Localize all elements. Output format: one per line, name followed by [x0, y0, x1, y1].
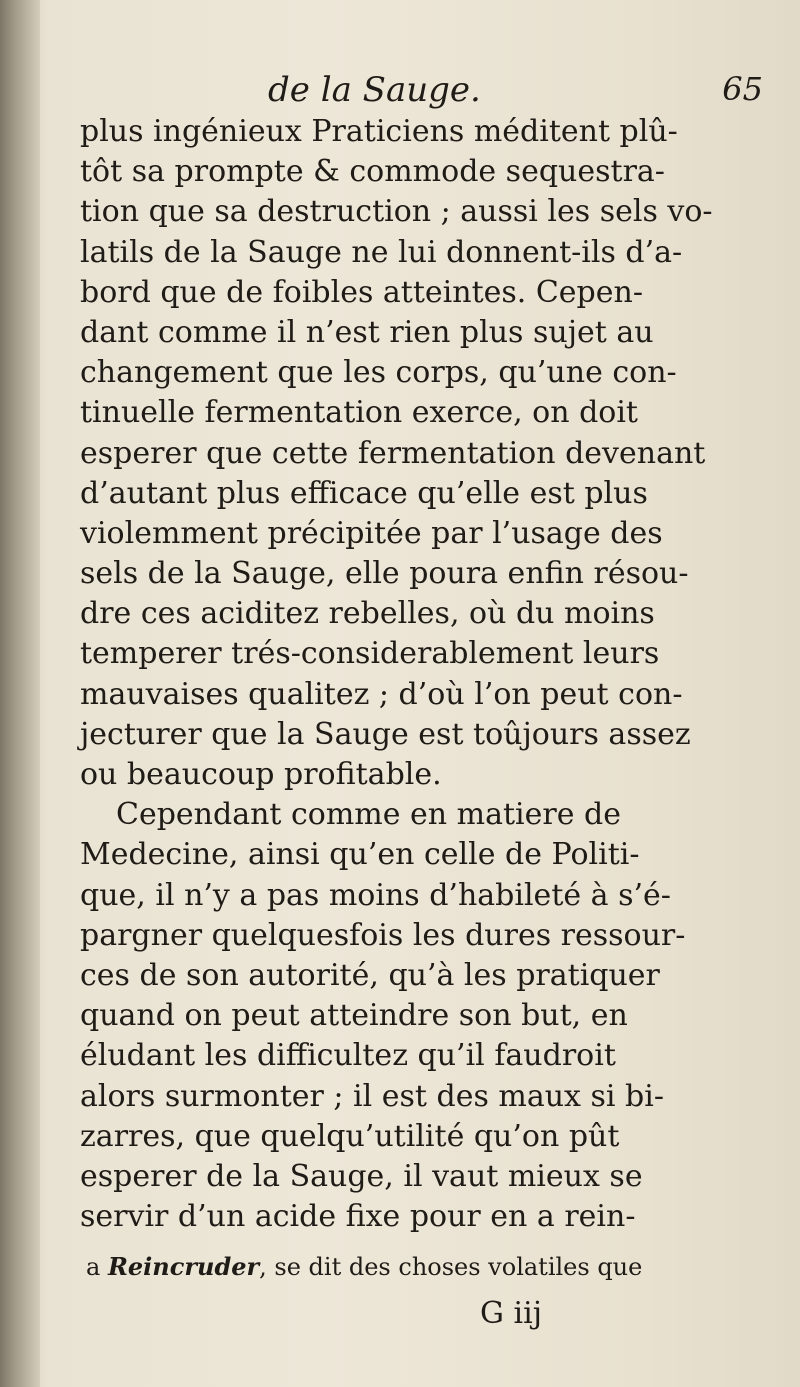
- text-line: temperer trés-considerablement leurs: [80, 636, 660, 672]
- text-line: servir d’un acide fixe pour en a rein-: [80, 1199, 636, 1235]
- text-line: Medecine, ainsi qu’en celle de Politi-: [80, 837, 640, 873]
- text-line: esperer que cette fermentation devenant: [80, 435, 706, 471]
- text-line: bord que de foibles atteintes. Cepen-: [80, 274, 643, 310]
- running-title: de la Sauge.: [268, 70, 481, 110]
- text-line: dre ces aciditez rebelles, où du moins: [80, 596, 655, 632]
- signature-mark: G iij: [480, 1296, 542, 1331]
- footnote: [86, 1252, 686, 1281]
- text-line: sels de la Sauge, elle poura enfin résou-: [80, 556, 689, 592]
- text-line: violemment précipitée par l’usage des: [80, 515, 663, 551]
- text-line: éludant les difficultez qu’il faudroit: [80, 1038, 616, 1074]
- footnote-text: , se dit des choses volatiles que: [259, 1253, 643, 1281]
- text-line: tion que sa destruction ; aussi les sels vo-: [80, 194, 713, 230]
- text-line: latils de la Sauge ne lui donnent-ils d’a-: [80, 234, 683, 270]
- text-line: quand on peut atteindre son but, en: [80, 998, 628, 1034]
- paragraph-2: [80, 795, 686, 1237]
- text-line: tinuelle fermentation exerce, on doit: [80, 395, 638, 431]
- text-line: ces de son autorité, qu’à les pratiquer: [80, 957, 660, 993]
- text-line: esperer de la Sauge, il vaut mieux se: [80, 1158, 643, 1194]
- text-line: changement que les corps, qu’une con-: [80, 355, 677, 391]
- text-line: mauvaises qualitez ; d’où l’on peut con-: [80, 676, 683, 712]
- text-line: que, il n’y a pas moins d’habileté à s’é-: [80, 877, 671, 913]
- page-spine-shadow: [0, 0, 40, 1387]
- text-line: ou beaucoup profitable.: [80, 757, 442, 792]
- body-text: [80, 112, 713, 1237]
- text-line: alors surmonter ; il est des maux si bi-: [80, 1078, 664, 1114]
- footnote-marker: a: [86, 1253, 101, 1281]
- paragraph-1: [80, 112, 713, 795]
- page-header: [90, 66, 775, 116]
- page-number: 65: [722, 70, 763, 108]
- text-line: pargner quelquesfois les dures ressour-: [80, 917, 686, 953]
- footnote-term: Reincruder: [107, 1252, 260, 1281]
- text-line: plus ingénieux Praticiens méditent plû-: [80, 114, 678, 149]
- text-line: zarres, que quelqu’utilité qu’on pût: [80, 1118, 620, 1154]
- text-line: dant comme il n’est rien plus sujet au: [80, 314, 654, 350]
- text-line: jecturer que la Sauge est toûjours assez: [80, 716, 691, 752]
- text-line: tôt sa prompte & commode sequestra-: [80, 154, 665, 190]
- text-line: d’autant plus efficace qu’elle est plus: [80, 475, 648, 511]
- text-line: Cependant comme en matiere de: [116, 797, 621, 833]
